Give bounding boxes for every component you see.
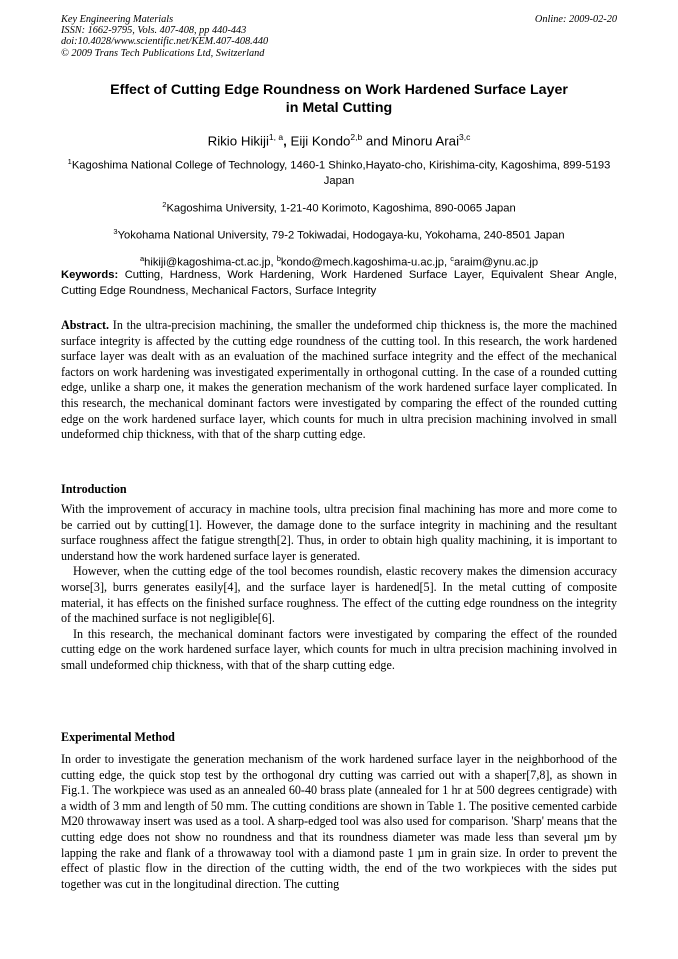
author-name: Minoru Arai: [391, 133, 460, 149]
author-name: Eiji Kondo: [290, 133, 351, 149]
email-address[interactable]: kondo@mech.kagoshima-u.ac.jp: [280, 256, 444, 269]
affiliation-2: [61, 197, 617, 217]
email-sup: c: [450, 254, 454, 264]
affiliation-sup: 1: [67, 157, 72, 166]
issn-line: ISSN: 1662-9795, Vols. 407-408, pp 440-443: [61, 25, 247, 37]
doi-line: doi:10.4028/www.scientific.net/KEM.407-408.440: [61, 36, 269, 48]
copyright-line: © 2009 Trans Tech Publications Ltd, Switzerland: [61, 47, 265, 59]
affiliation-text: Yokohama National University, 79-2 Tokiwadai, Hodogaya-ku, Yokohama, 240-8501 Japan: [117, 229, 565, 242]
email-address[interactable]: hikiji@kagoshima-ct.ac.jp: [144, 256, 271, 269]
paper-title: [61, 82, 617, 117]
title-line-2: in Metal Cutting: [285, 99, 393, 116]
introduction-heading: Introduction: [61, 482, 127, 496]
intro-paragraph: With the improvement of accuracy in machine tools, ultra precision final machining has more and more come to be carried out by cutting[1]. However, the damage done to the surface integrity in machining and the resultant surface roughness affect the fatigue strength[2]. Thus, in order to obtain high quality machining, it is important to understand how the work hardened surface layer is generated.: [61, 502, 617, 563]
affiliation-sup: 2: [162, 199, 167, 209]
method-body: [61, 752, 617, 892]
abstract: [61, 318, 617, 443]
affiliation-1: [61, 154, 617, 190]
author-sup: 1, a: [268, 132, 284, 142]
author-sup: 2,b: [350, 132, 363, 142]
abstract-text: In the ultra-precision machining, the smaller the undeformed chip thickness is, the more the machined surface integrity is affected by the cutting edge roundness of the cutting tool. In this research, the work hardened surface layer was dealt with as an evaluation of the machined surface integrity and the effect of the mechanical factors on work hardening was investigated experimentally in orthogonal cutting. In the case of a rounded cutting edge, unlike a sharp one, it makes the generation mechanism of the work hardened surface layer complicated. In this research, the mechanical dominant factors were investigated by comparing the effect of the rounded cutting edge on the work hardened surface layer, which counts for much in ultra precision machining involved in small undeformed chip thickness, with that of the sharp cutting edge.: [61, 318, 617, 442]
affiliation-text: Kagoshima National College of Technology, 1460-1 Shinko,Hayato-cho, Kirishima-city, Kagoshima, 899-5193 Japan: [71, 159, 611, 188]
email-sup: a: [139, 254, 145, 264]
author-separator: and: [362, 133, 392, 149]
keywords-text: Cutting, Hardness, Work Hardening, Work Hardened Surface Layer, Equivalent Shear Angle, Cutting Edge Roundness, Mechanical Factors, Surface Integrity: [61, 269, 617, 297]
affiliation-text: Kagoshima University, 1-21-40 Korimoto, Kagoshima, 890-0065 Japan: [166, 202, 516, 215]
email-address[interactable]: araim@ynu.ac.jp: [453, 256, 539, 269]
author-sup: 3,c: [459, 132, 471, 142]
author-separator: ,: [283, 133, 291, 149]
keywords-label: Keywords:: [61, 269, 119, 281]
affiliation-sup: 3: [113, 226, 118, 236]
keywords: [61, 268, 617, 299]
email-separator: ,: [443, 256, 451, 269]
title-line-1: Effect of Cutting Edge Roundness on Work Hardened Surface Layer: [110, 82, 568, 98]
intro-paragraph: In this research, the mechanical dominant factors were investigated by comparing the effect of the rounded cutting edge on the work hardened surface layer, which counts for much in ultra precision machining involved in small undeformed chip thickness, with that of the sharp cutting edge.: [61, 626, 617, 672]
author-name: Rikio Hikiji: [207, 133, 269, 149]
journal-meta: [61, 14, 617, 59]
abstract-label: Abstract.: [61, 318, 110, 332]
affiliation-3: [61, 224, 617, 244]
method-heading: Experimental Method: [61, 730, 175, 744]
author-list: [61, 128, 617, 150]
intro-paragraph: However, when the cutting edge of the tool becomes roundish, elastic recovery makes the dimension accuracy worse[3], burrs generates easily[4], and the surface layer is hardened[5]. In the metal cutting of composite material, it has effects on the finished surface roughness. The effect of the cutting edge roundness on the integrity of the machined surface is not negligible[6].: [61, 564, 617, 626]
method-paragraph: In order to investigate the generation mechanism of the work hardened surface layer in the neighborhood of the cutting edge, the quick stop test by the orthogonal dry cutting was carried out with a shaper[7,8], as shown in Fig.1. The workpiece was used as an annealed 60-40 brass plate (annealed for 1 hr at 500 degrees centigrade) with a width of 3 mm and length of 50 mm. The cutting conditions are shown in Table 1. The positive cemented carbide M20 throwaway insert was used as a tool. A sharp-edged tool was also used for comparison. 'Sharp' means that the cutting edge does not show no roundness and that its roundness diameter was made less than several µm by lapping the rake and flank of a throwaway tool with a diamond paste 1 µm in grain size. In order to prevent the effect of plastic flow in the direction of the cutting width, the end of the two workpieces with the sides put together was cut in the longitudinal direction. The cutting: [61, 752, 617, 891]
online-date: Online: 2009-02-20: [534, 14, 617, 25]
introduction-body: [61, 502, 617, 674]
affiliations: [61, 154, 617, 278]
email-sup: b: [276, 254, 281, 264]
journal-name: Key Engineering Materials: [61, 14, 174, 25]
email-separator: ,: [270, 256, 277, 269]
